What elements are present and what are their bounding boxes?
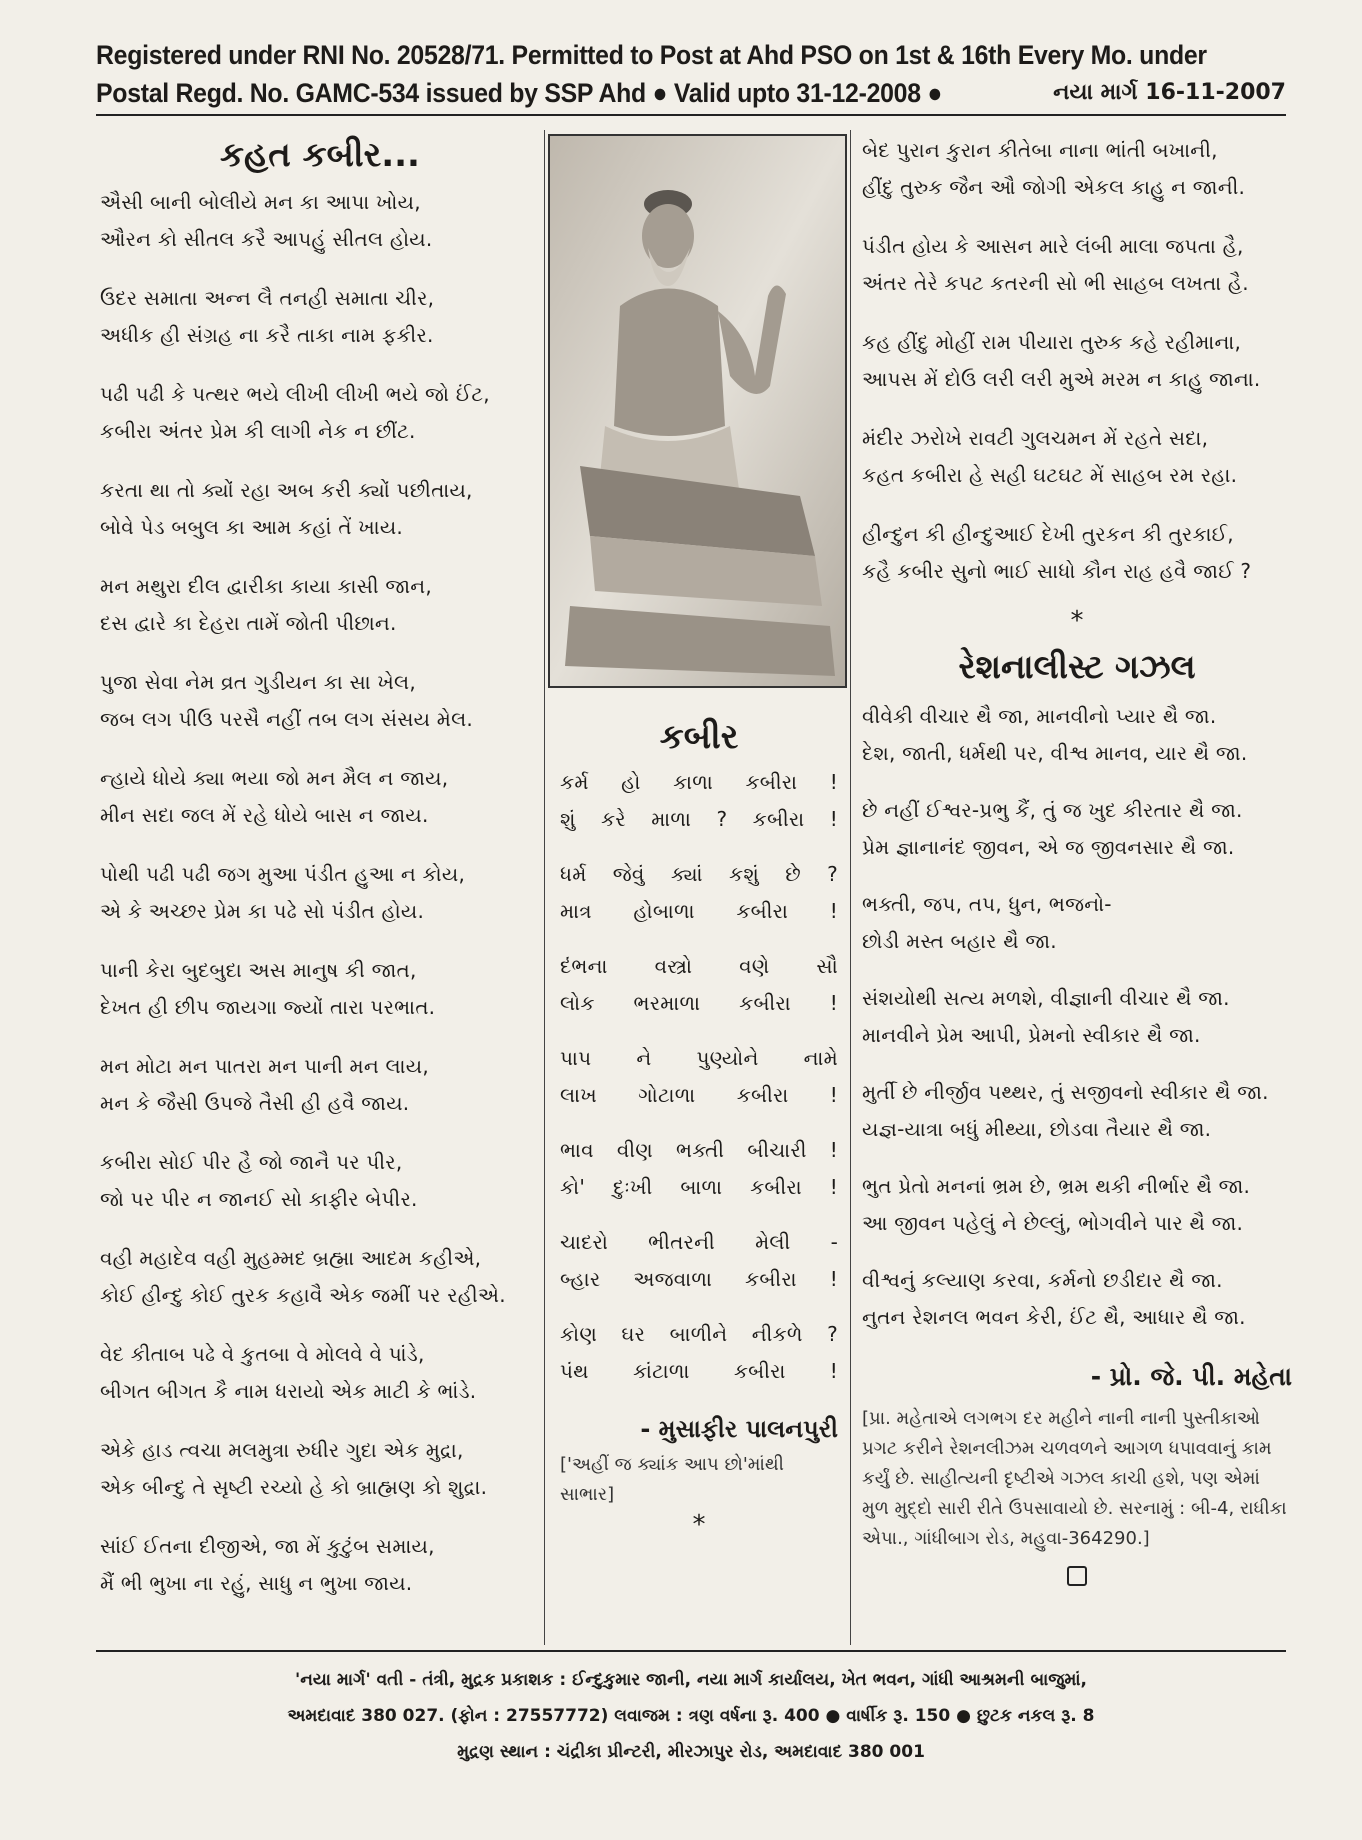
middle-signature: - મુસાફીર પાલનપુરી bbox=[640, 1415, 838, 1443]
ghazal-line: વીશ્વનું કલ્યાણ કરવા, કર્મનો છડીદાર થૈ જા. bbox=[862, 1268, 1223, 1292]
ghazal-stanza bbox=[862, 886, 1292, 960]
middle-stanza bbox=[560, 1224, 838, 1298]
left-line: ન્હાયે ધોયે ક્યા ભયા જો મન મૈલ ન જાય, bbox=[100, 766, 449, 790]
middle-line: કો' દુઃખી બાળા કબીરા ! bbox=[560, 1175, 838, 1199]
middle-line: લાખ ગોટાળા કબીરા ! bbox=[560, 1083, 838, 1107]
left-stanza bbox=[100, 1240, 540, 1314]
imprint-line-3: મુદ્રણ સ્થાન : ચંદ્રીકા પ્રીન્ટરી, મીરઝાપુર રોડ, અમદાવાદ 380 001 bbox=[457, 1742, 925, 1762]
kabir-portrait-image bbox=[550, 136, 845, 686]
left-line: જો પર પીર ન જાનઈ સો કાફીર બેપીર. bbox=[100, 1187, 418, 1211]
left-stanza bbox=[100, 1144, 540, 1218]
left-title: કહત કબીર... bbox=[220, 135, 420, 175]
left-stanza bbox=[100, 760, 540, 834]
right-line: હીન્દુન કી હીન્દુઆઈ દેખી તુરકન કી તુરકાઈ, bbox=[862, 522, 1234, 546]
left-line: દસ દ્વારે કા દેહરા તામેં જોતી પીછાન. bbox=[100, 611, 397, 635]
imprint-line-1: 'નયા માર્ગ' વતી - તંત્રી, મુદ્રક પ્રકાશક : ઈન્દુકુમાર જાની, નયા માર્ગ કાર્યાલય, ખેત ભવન, ગાંધી આશ્રમની બાજુમાં, bbox=[295, 1670, 1087, 1690]
left-line: પઢી પઢી કે પત્થર ભયે લીખી લીખી ભયે જો ઈંટ, bbox=[100, 382, 490, 406]
ghazal-stanza bbox=[862, 1074, 1292, 1148]
left-line: મૈં ભી ભુખા ના રહું, સાધુ ન ભુખા જાય. bbox=[100, 1571, 413, 1595]
left-stanza bbox=[100, 568, 540, 642]
ghazal-line: પ્રેમ જ્ઞાનાનંદ જીવન, એ જ જીવનસાર થૈ જા. bbox=[862, 835, 1235, 859]
left-line: વેદ કીતાબ પઢે વે કુતબા વે મોલવે વે પાંડે, bbox=[100, 1342, 425, 1366]
ghazal-stanza bbox=[862, 1262, 1292, 1336]
ghazal-line: દેશ, જાતી, ધર્મથી પર, વીશ્વ માનવ, યાર થૈ જા. bbox=[862, 741, 1248, 765]
left-stanza bbox=[100, 472, 540, 546]
middle-source-note: ['અહીં જ ક્યાંક આપ છો'માંથી સાભાર] bbox=[560, 1454, 784, 1505]
ghazal-line: આ જીવન પહેલું ને છેલ્લું, ભોગવીને પાર થૈ જા. bbox=[862, 1211, 1244, 1235]
right-column bbox=[862, 132, 1292, 1590]
imprint bbox=[96, 1662, 1286, 1770]
right-line: આપસ મેં દોઉ લરી લરી મુએ મરમ ન કાહુ જાના. bbox=[862, 367, 1261, 391]
middle-line: શું કરે માળા ? કબીરા ! bbox=[560, 807, 838, 831]
imprint-line-2: અમદાવાદ 380 027. (ફોન : 27557772) લવાજમ : ત્રણ વર્ષના રૂ. 400 ● વાર્ષીક રૂ. 150 ● છુટક નકલ રૂ. 8 bbox=[287, 1706, 1095, 1726]
left-stanza bbox=[100, 1048, 540, 1122]
left-line: ઐસી બાની બોલીયે મન કા આપા ખોય, bbox=[100, 190, 421, 214]
column-divider-left bbox=[544, 130, 545, 1645]
right-stanza bbox=[862, 228, 1292, 302]
ghazal-line: છોડી મસ્ત બહાર થૈ જા. bbox=[862, 929, 1057, 953]
middle-title: કબીર bbox=[659, 717, 739, 757]
left-stanza bbox=[100, 1432, 540, 1506]
left-line: બીગત બીગત કૈ નામ ધરાયો એક માટી કે ભાંડે. bbox=[100, 1379, 477, 1403]
left-line: કરતા થા તો ક્યોં રહા અબ કરી ક્યોં પછીતાય, bbox=[100, 478, 473, 502]
left-line: પાની કેરા બુદબુદા અસ માનુષ કી જાત, bbox=[100, 958, 417, 982]
left-line: પોથી પઢી પઢી જગ મુઆ પંડીત હુઆ ન કોય, bbox=[100, 862, 466, 886]
middle-stanza bbox=[560, 1132, 838, 1206]
column-divider-right bbox=[850, 130, 851, 1645]
right-stanza bbox=[862, 324, 1292, 398]
middle-line: લોક ભરમાળા કબીરા ! bbox=[560, 991, 838, 1015]
footer-rule bbox=[96, 1650, 1286, 1652]
ghazal-stanza bbox=[862, 1168, 1292, 1242]
left-stanza bbox=[100, 664, 540, 738]
ghazal-line: સંશયોથી સત્ય મળશે, વીજ્ઞાની વીચાર થૈ જા. bbox=[862, 986, 1230, 1010]
postal-line: Postal Regd. No. GAMC-534 issued by SSP Ahd ● Valid upto 31-12-2008 ● bbox=[96, 78, 943, 108]
left-stanza bbox=[100, 280, 540, 354]
middle-star: * bbox=[692, 1510, 706, 1540]
left-line: મન કે જૈસી ઉપજે તૈસી હી હવૈ જાય. bbox=[100, 1091, 410, 1115]
left-line: વહી મહાદેવ વહી મુહમ્મદ બ્રહ્મા આદમ કહીએ, bbox=[100, 1246, 482, 1270]
right-line: મંદીર ઝરોખે રાવટી ગુલચમન મેં રહતે સદા, bbox=[862, 426, 1209, 450]
left-line: મન મોટા મન પાતરા મન પાની મન લાય, bbox=[100, 1054, 429, 1078]
ghazal-title: રેશનાલીસ્ટ ગઝલ bbox=[958, 647, 1196, 686]
ghazal-line: માનવીને પ્રેમ આપી, પ્રેમનો સ્વીકાર થૈ જા. bbox=[862, 1023, 1201, 1047]
middle-stanza bbox=[560, 1316, 838, 1390]
end-square-icon bbox=[1067, 1566, 1087, 1586]
ghazal-line: છે નહીં ઈશ્વર-પ્રભુ કૈં, તું જ ખુદ કીરતાર થૈ જા. bbox=[862, 798, 1243, 822]
left-line: કોઈ હીન્દુ કોઈ તુરક કહાવૈ એક જમીં પર રહીએ. bbox=[100, 1283, 506, 1307]
right-line: કહૈ કબીર સુનો ભાઈ સાધો કૌન રાહ હવૈ જાઈ ? bbox=[862, 559, 1252, 583]
left-line: કબીરા સોઈ પીર હૈ જો જાનૈ પર પીર, bbox=[100, 1150, 403, 1174]
ghazal-line: મુર્તી છે નીર્જીવ પથ્થર, તું સજીવનો સ્વીકાર થૈ જા. bbox=[862, 1080, 1269, 1104]
left-line: જબ લગ પીઉ પરસૈ નહીં તબ લગ સંસય મેલ. bbox=[100, 707, 473, 731]
right-line: હીંદુ તુરુક જૈન ઔ જોગી એકલ કાહુ ન જાની. bbox=[862, 175, 1246, 199]
end-mark bbox=[862, 1566, 1292, 1590]
middle-line: કોણ ઘર બાળીને નીકળે ? bbox=[560, 1322, 838, 1346]
left-line: અધીક હી સંગ્રહ ના કરૈ તાકા નામ ફકીર. bbox=[100, 323, 434, 347]
ghazal-stanza bbox=[862, 980, 1292, 1054]
ghazal-line: વીવેકી વીચાર થૈ જા, માનવીનો પ્યાર થૈ જા. bbox=[862, 704, 1217, 728]
left-stanza bbox=[100, 856, 540, 930]
issue-date: નયા માર્ગ 16-11-2007 bbox=[1053, 80, 1286, 105]
middle-line: દંભના વસ્ત્રો વણે સૌ bbox=[560, 954, 838, 978]
right-stanza bbox=[862, 420, 1292, 494]
ghazal-line: યજ્ઞ-યાત્રા બધું મીથ્યા, છોડવા તૈયાર થૈ જા. bbox=[862, 1117, 1212, 1141]
right-stanza bbox=[862, 516, 1292, 590]
middle-line: બ્હાર અજવાળા કબીરા ! bbox=[560, 1267, 838, 1291]
middle-line: માત્ર હોબાળા કબીરા ! bbox=[560, 899, 838, 923]
middle-stanza bbox=[560, 1040, 838, 1114]
left-line: એ કે અચ્છર પ્રેમ કા પઢે સો પંડીત હોય. bbox=[100, 899, 425, 923]
header-rule bbox=[96, 114, 1286, 116]
left-line: કબીરા અંતર પ્રેમ કી લાગી નેક ન છીંટ. bbox=[100, 419, 416, 443]
kabir-poem-column bbox=[560, 712, 838, 1540]
middle-stanza bbox=[560, 764, 838, 838]
kahat-kabir-column bbox=[100, 130, 540, 1624]
right-line: કહ હીંદુ મોહીં રામ પીયારા તુરુક કહે રહીમાના, bbox=[862, 330, 1242, 354]
middle-stanza bbox=[560, 948, 838, 1022]
left-stanza bbox=[100, 376, 540, 450]
kabir-illustration bbox=[548, 134, 847, 688]
left-line: ઉદર સમાતા અન્ન લૈ તનહી સમાતા ચીર, bbox=[100, 286, 435, 310]
left-line: દેખત હી છીપ જાયગા જ્યોં તારા પરભાત. bbox=[100, 995, 436, 1019]
left-line: એક બીન્દુ તે સૃષ્ટી રચ્યો હે કો બ્રાહ્મણ કો શુદ્રા. bbox=[100, 1475, 488, 1499]
middle-line: કર્મ હો કાળા કબીરા ! bbox=[560, 770, 838, 794]
right-star: * bbox=[1070, 606, 1084, 636]
left-line: એકે હાડ ત્વચા મલમુત્રા રુધીર ગુદા એક મુદ્રા, bbox=[100, 1438, 464, 1462]
left-stanza bbox=[100, 1528, 540, 1602]
left-stanza bbox=[100, 952, 540, 1026]
right-stanza bbox=[862, 132, 1292, 206]
left-line: મીન સદા જલ મેં રહે ધોયે બાસ ન જાય. bbox=[100, 803, 429, 827]
ghazal-stanza bbox=[862, 792, 1292, 866]
middle-line: ભાવ વીણ ભક્તી બીચારી ! bbox=[560, 1138, 838, 1162]
left-stanza bbox=[100, 184, 540, 258]
masthead bbox=[96, 36, 1286, 112]
left-stanza bbox=[100, 1336, 540, 1410]
ghazal-stanza bbox=[862, 698, 1292, 772]
right-line: કહત કબીરા હે સહી ઘટઘટ મેં સાહબ રમ રહા. bbox=[862, 463, 1238, 487]
right-line: પંડીત હોય કે આસન મારે લંબી માલા જપતા હૈ, bbox=[862, 234, 1244, 258]
left-line: સાંઈ ઈતના દીજીએ, જા મેં કુટુંબ સમાય, bbox=[100, 1534, 435, 1558]
registration-line: Registered under RNI No. 20528/71. Permitted to Post at Ahd PSO on 1st & 16th Every Mo. under bbox=[96, 40, 1207, 70]
ghazal-line: નુતન રેશનલ ભવન કેરી, ઈંટ થૈ, આધાર થૈ જા. bbox=[862, 1305, 1246, 1329]
ghazal-note: [પ્રા. મહેતાએ લગભગ દર મહીને નાની નાની પુસ્તીકાઓ પ્રગટ કરીને રેશનલીઝમ ચળવળને આગળ ધપાવવાનું કામ કર્યું છે. સાહીત્યની દૃષ્ટીએ ગઝલ કાચી હશે, પણ એમાં મુળ મુદ્દો સારી રીતે ઉપસાવાયો છે. સરનામું : બી-4, રાધીકા એપા., ગાંધીબાગ રોડ, મહુવા-364290.] bbox=[862, 1408, 1287, 1549]
left-line: ઔરન કો સીતલ કરૈ આપહું સીતલ હોય. bbox=[100, 227, 433, 251]
left-line: મન મથુરા દીલ દ્વારીકા કાયા કાસી જાન, bbox=[100, 574, 432, 598]
left-line: બોવે પેડ બબુલ કા આમ કહાં તેં ખાય. bbox=[100, 515, 403, 539]
left-line: પુજા સેવા નેમ વ્રત ગુડીયન કા સા ખેલ, bbox=[100, 670, 416, 694]
middle-line: પંથ કાંટાળા કબીરા ! bbox=[560, 1359, 838, 1383]
middle-line: ધર્મ જેવું ક્યાં કશું છે ? bbox=[560, 862, 838, 886]
ghazal-line: ભુત પ્રેતો મનનાં ભ્રમ છે, ભ્રમ થકી નીર્ભાર થૈ જા. bbox=[862, 1174, 1251, 1198]
ghazal-line: ભક્તી, જપ, તપ, ધુન, ભજનો- bbox=[862, 892, 1112, 916]
right-line: અંતર તેરે કપટ કતરની સો ભી સાહબ લખતા હૈ. bbox=[862, 271, 1249, 295]
ghazal-signature: - પ્રો. જે. પી. મહેતા bbox=[1090, 1362, 1292, 1391]
middle-stanza bbox=[560, 856, 838, 930]
middle-line: પાપ ને પુણ્યોને નામે bbox=[560, 1046, 838, 1070]
right-line: બેદ પુરાન કુરાન કીતેબા નાના ભાંતી બખાની, bbox=[862, 138, 1218, 162]
middle-line: ચાદરો ભીતરની મેલી - bbox=[560, 1230, 838, 1254]
